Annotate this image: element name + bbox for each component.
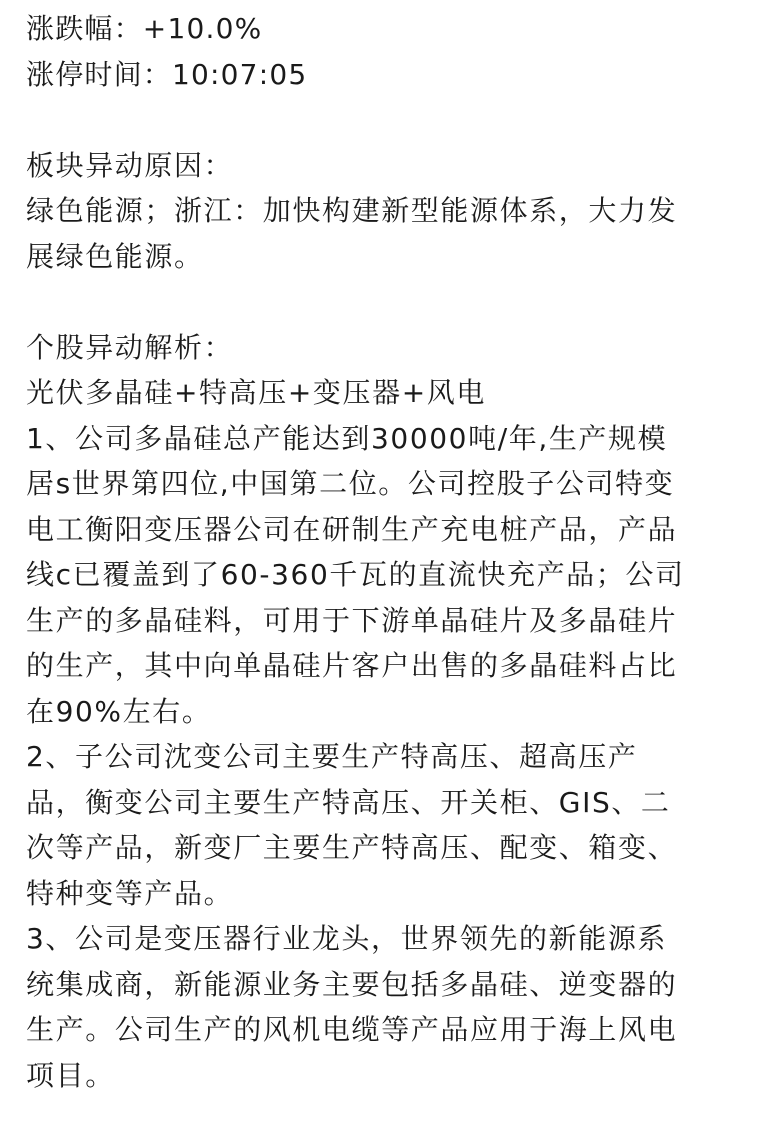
point2-line: 特种变等产品。 (26, 876, 234, 910)
point2-line: 品，衡变公司主要生产特高压、开关柜、GIS、二 (26, 785, 671, 819)
point1-line: 居s世界第四位,中国第二位。公司控股子公司特变 (26, 467, 675, 500)
change-pct: 涨跌幅：+10.0% (26, 12, 263, 45)
article-text (26, 6, 744, 1098)
point2-line: 次等产品，新变厂主要生产特高压、配变、箱变、 (26, 831, 678, 864)
point1-line: 电工衡阳变压器公司在研制生产充电桩产品，产品 (26, 512, 678, 546)
point3-line: 生产。公司生产的风机电缆等产品应用于海上风电 (26, 1013, 678, 1046)
point3-line: 统集成商，新能源业务主要包括多晶硅、逆变器的 (26, 967, 678, 1001)
spacer (26, 279, 744, 325)
sector-line: 展绿色能源。 (26, 239, 204, 273)
point1-line: 生产的多晶硅料，可用于下游单晶硅片及多晶硅片 (26, 603, 678, 637)
sector-line: 绿色能源；浙江：加快构建新型能源体系，大力发 (26, 194, 678, 227)
point3-line: 项目。 (26, 1058, 115, 1092)
point1-line: 1、公司多晶硅总产能达到30000吨/年,生产规模 (26, 421, 668, 455)
sector-title: 板块异动原因： (26, 148, 234, 182)
point1-line: 线c已覆盖到了60-360千瓦的直流快充产品；公司 (26, 558, 685, 591)
point2-line: 2、子公司沈变公司主要生产特高压、超高压产 (26, 740, 638, 773)
point1-line: 的生产，其中向单晶硅片客户出售的多晶硅料占比 (26, 649, 678, 682)
limit-up-time: 涨停时间：10:07:05 (26, 57, 308, 91)
point1-line: 在90%左右。 (26, 694, 212, 728)
stock-themes: 光伏多晶硅+特高压+变压器+风电 (26, 376, 486, 409)
spacer (26, 97, 744, 143)
stock-title: 个股异动解析： (26, 330, 234, 364)
point3-line: 3、公司是变压器行业龙头，世界领先的新能源系 (26, 922, 668, 955)
